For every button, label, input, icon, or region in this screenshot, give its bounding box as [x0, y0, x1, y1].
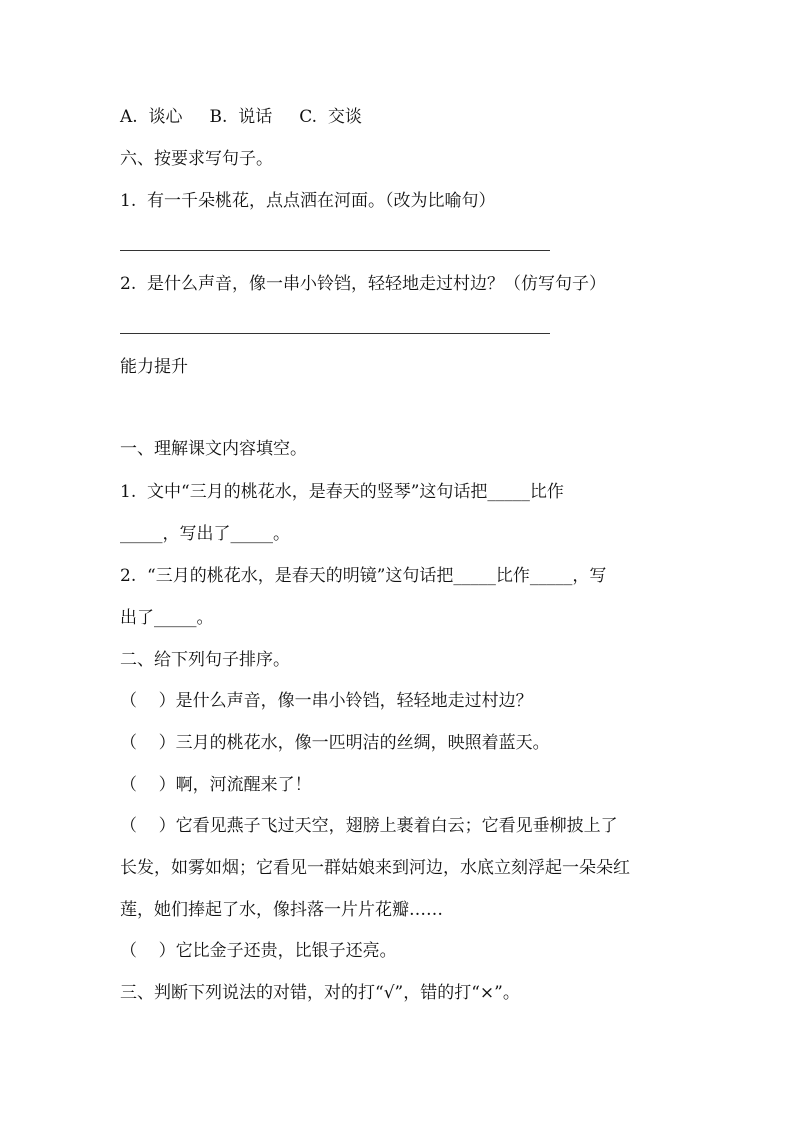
order-item: （ ）啊，河流醒来了！ — [120, 775, 312, 795]
order-item: （ ）三月的桃花水，像一匹明洁的丝绸，映照着蓝天。 — [120, 733, 550, 753]
choice-options: A. 谈心 B. 说话 C. 交谈 — [120, 107, 362, 127]
answer-line — [120, 250, 550, 251]
question: 2. “三月的桃花水，是春天的明镜”这句话把_____比作_____，写 — [120, 566, 607, 586]
answer-line — [120, 333, 550, 334]
order-item: （ ）它看见燕子飞过天空，翅膀上裹着白云；它看见垂柳披上了 — [120, 816, 618, 836]
order-item-continuation: 莲，她们捧起了水，像抖落一片片花瓣…… — [120, 900, 443, 920]
order-item-continuation: 长发，如雾如烟；它看见一群姑娘来到河边，水底立刻浮起一朵朵红 — [120, 858, 630, 878]
question: 2. 是什么声音，像一串小铃铛，轻轻地走过村边？（仿写句子） — [120, 274, 607, 294]
section-heading: 一、理解课文内容填空。 — [120, 439, 307, 459]
question-continuation: 出了_____。 — [120, 608, 214, 628]
question: 1. 有一千朵桃花，点点洒在河面。（改为比喻句） — [120, 191, 496, 211]
question-continuation: _____，写出了_____。 — [120, 524, 290, 544]
section-title: 能力提升 — [120, 357, 188, 377]
section-heading: 二、给下列句子排序。 — [120, 650, 290, 670]
question: 1. 文中“三月的桃花水，是春天的竖琴”这句话把_____比作 — [120, 482, 564, 502]
order-item: （ ）是什么声音，像一串小铃铛，轻轻地走过村边？ — [120, 691, 533, 711]
order-item: （ ）它比金子还贵，比银子还亮。 — [120, 941, 397, 961]
section-heading: 六、按要求写句子。 — [120, 149, 273, 169]
section-heading: 三、判断下列说法的对错，对的打“√”，错的打“×”。 — [120, 983, 520, 1003]
